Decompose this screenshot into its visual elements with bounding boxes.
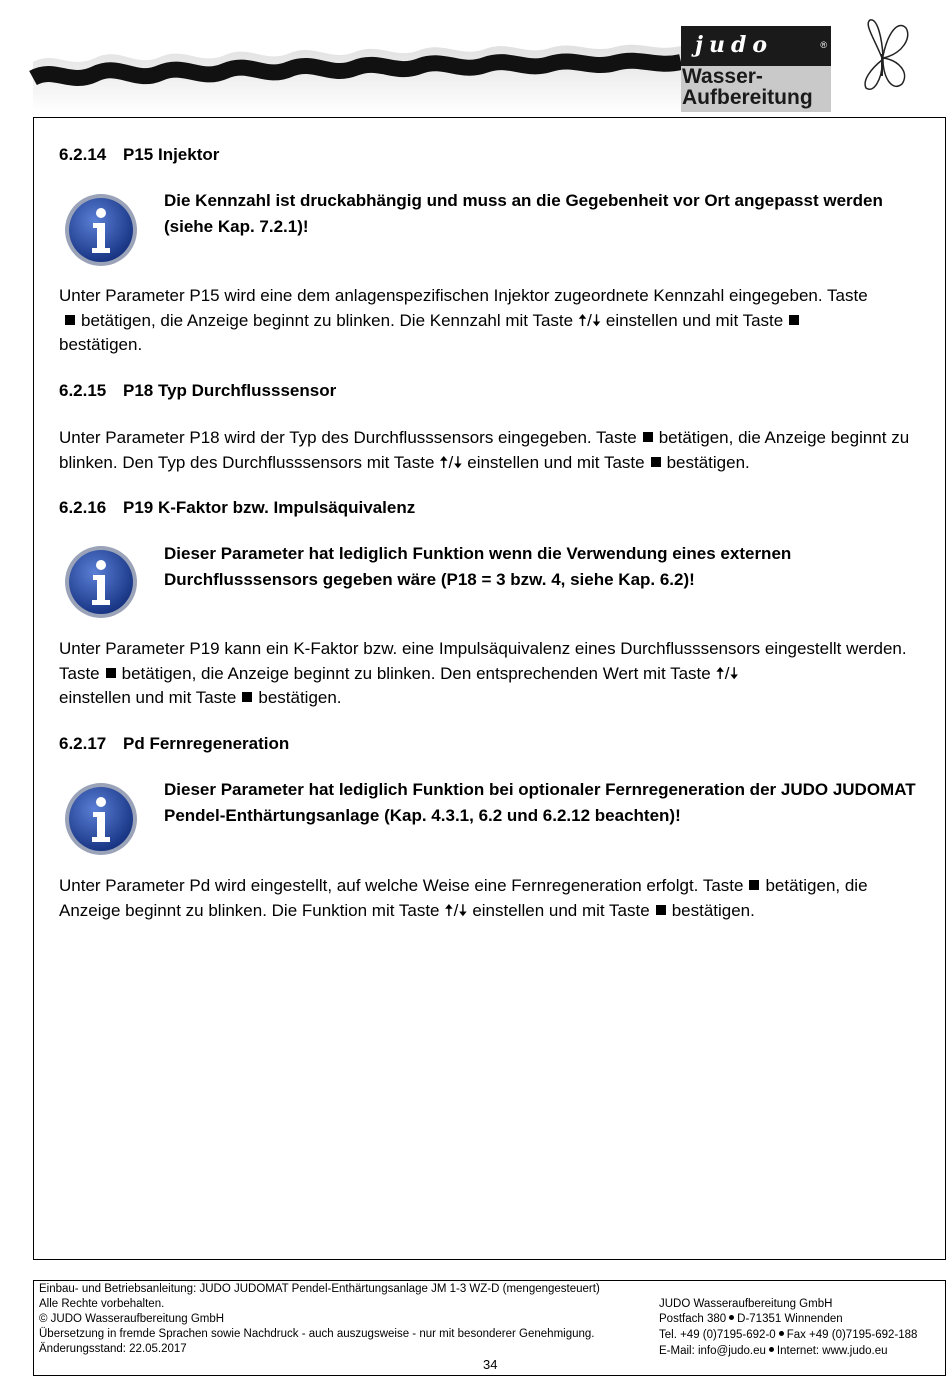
text: bestätigen. bbox=[258, 688, 342, 707]
footer-phone bbox=[659, 1328, 917, 1344]
footer-city: D-71351 Winnenden bbox=[737, 1313, 843, 1325]
text: betätigen, die Anzeige beginnt zu blinken. Die Kennzahl mit Taste bbox=[81, 310, 574, 330]
footer-address bbox=[659, 1312, 843, 1328]
stop-key-icon bbox=[651, 457, 661, 467]
text: einstellen und mit Taste bbox=[59, 688, 237, 707]
section-number: 6.2.14 bbox=[59, 145, 107, 164]
text: betätigen, die Anzeige beginnt zu blinken. Die Funktion mit Taste bbox=[59, 876, 868, 920]
stop-key-icon bbox=[65, 315, 75, 325]
page-number: 34 bbox=[483, 1357, 498, 1372]
info-icon bbox=[63, 781, 139, 857]
footer-postfach: Postfach 380 bbox=[659, 1313, 727, 1325]
text: betätigen, die Anzeige beginnt zu blinken. Den Typ des Durchflusssensors mit Taste bbox=[59, 428, 910, 472]
section-heading-6-2-15 bbox=[59, 381, 336, 401]
text: Unter Parameter P15 wird eine dem anlagenspezifischen Injektor zugeordnete Kennzahl eingegeben. Taste bbox=[59, 286, 868, 305]
section-heading-6-2-14 bbox=[59, 145, 219, 165]
footer-line: Einbau- und Betriebsanleitung: JUDO JUDOMAT Pendel-Enthärtungsanlage JM 1-3 WZ-D (mengengesteuert) bbox=[39, 1283, 600, 1295]
text: Unter Parameter P18 wird der Typ des Durchflusssensors eingegeben. Taste bbox=[59, 428, 637, 447]
info-icon bbox=[63, 192, 139, 268]
bullet-icon bbox=[769, 1347, 774, 1352]
text: bestätigen. bbox=[671, 900, 755, 920]
stop-key-icon bbox=[643, 432, 653, 442]
logo-text-line1: Wasser- bbox=[682, 65, 763, 88]
section-number: 6.2.15 bbox=[59, 381, 107, 400]
footer-line: Änderungsstand: 22.05.2017 bbox=[39, 1343, 187, 1355]
section-title: Pd Fernregeneration bbox=[123, 734, 290, 753]
section-title: P18 Typ Durchflusssensor bbox=[123, 381, 337, 400]
section-title: P19 K-Faktor bzw. Impulsäquivalenz bbox=[123, 498, 416, 517]
arrow-keys-icon: 🠅/🠇 bbox=[439, 452, 463, 472]
bullet-icon bbox=[779, 1331, 784, 1336]
stop-key-icon bbox=[106, 668, 116, 678]
page-header bbox=[0, 0, 950, 118]
footer-line: Alle Rechte vorbehalten. bbox=[39, 1298, 165, 1310]
text: Unter Parameter P19 kann ein K-Faktor bzw. eine Impulsäquivalenz eines Durchflusssensors eingestellt werden. Taste bbox=[59, 639, 907, 683]
footer-tel: Tel. +49 (0)7195-692-0 bbox=[659, 1329, 776, 1341]
logo-text-line2: Aufbereitung bbox=[682, 86, 813, 109]
bullet-icon bbox=[729, 1315, 734, 1320]
section-heading-6-2-16 bbox=[59, 498, 415, 518]
paragraph-p19 bbox=[59, 637, 919, 711]
text: einstellen und mit Taste bbox=[605, 310, 784, 330]
footer-contact bbox=[659, 1344, 888, 1360]
arrow-keys-icon: 🠅/🠇 bbox=[444, 900, 468, 920]
paragraph-p18 bbox=[59, 426, 919, 475]
footer-email[interactable]: E-Mail: info@judo.eu bbox=[659, 1345, 766, 1357]
footer-line: © JUDO Wasseraufbereitung GmbH bbox=[39, 1313, 225, 1325]
stop-key-icon bbox=[749, 880, 759, 890]
page-footer bbox=[33, 1280, 946, 1376]
info-note: Dieser Parameter hat lediglich Funktion wenn die Verwendung eines externen Durchflusssensors gegeben wäre (P18 = 3 bzw. 4, siehe Kap. 6.2)! bbox=[164, 544, 792, 589]
stop-key-icon bbox=[242, 692, 252, 702]
paragraph-p15 bbox=[59, 284, 919, 358]
arrow-keys-icon: 🠅/🠇 bbox=[715, 663, 739, 683]
arrow-keys-icon: 🠅/🠇 bbox=[577, 310, 602, 330]
text: Unter Parameter Pd wird eingestellt, auf welche Weise eine Fernregeneration erfolgt. Taste bbox=[59, 876, 744, 895]
text: betätigen, die Anzeige beginnt zu blinken. Den entsprechenden Wert mit Taste bbox=[121, 663, 711, 683]
section-number: 6.2.17 bbox=[59, 734, 107, 753]
butterfly-icon bbox=[852, 18, 914, 94]
section-number: 6.2.16 bbox=[59, 498, 107, 517]
info-note: Dieser Parameter hat lediglich Funktion bei optionaler Fernregeneration der JUDO JUDOMAT Pendel-Enthärtungsanlage (Kap. 4.3.1, 6.2 und 6.2.12 beachten)! bbox=[164, 780, 916, 825]
text: einstellen und mit Taste bbox=[472, 900, 650, 920]
text: bestätigen. bbox=[59, 335, 143, 354]
text: einstellen und mit Taste bbox=[467, 452, 645, 472]
logo-mark: judo bbox=[695, 32, 774, 58]
stop-key-icon bbox=[789, 315, 799, 325]
footer-fax: Fax +49 (0)7195-692-188 bbox=[786, 1329, 918, 1341]
text: bestätigen. bbox=[666, 452, 750, 472]
info-note: Die Kennzahl ist druckabhängig und muss an die Gegebenheit vor Ort angepasst werden (siehe Kap. 7.2.1)! bbox=[164, 191, 883, 236]
info-icon bbox=[63, 544, 139, 620]
paragraph-pd bbox=[59, 874, 919, 923]
footer-internet[interactable]: Internet: www.judo.eu bbox=[776, 1345, 888, 1357]
section-heading-6-2-17 bbox=[59, 734, 289, 754]
judo-logo bbox=[681, 26, 831, 112]
logo-registered: ® bbox=[820, 40, 827, 50]
footer-line: Übersetzung in fremde Sprachen sowie Nachdruck - auch auszugsweise - nur mit besonderer Genehmigung. bbox=[39, 1328, 595, 1340]
stop-key-icon bbox=[656, 905, 666, 915]
footer-company: JUDO Wasseraufbereitung GmbH bbox=[659, 1298, 833, 1310]
section-title: P15 Injektor bbox=[123, 145, 220, 164]
